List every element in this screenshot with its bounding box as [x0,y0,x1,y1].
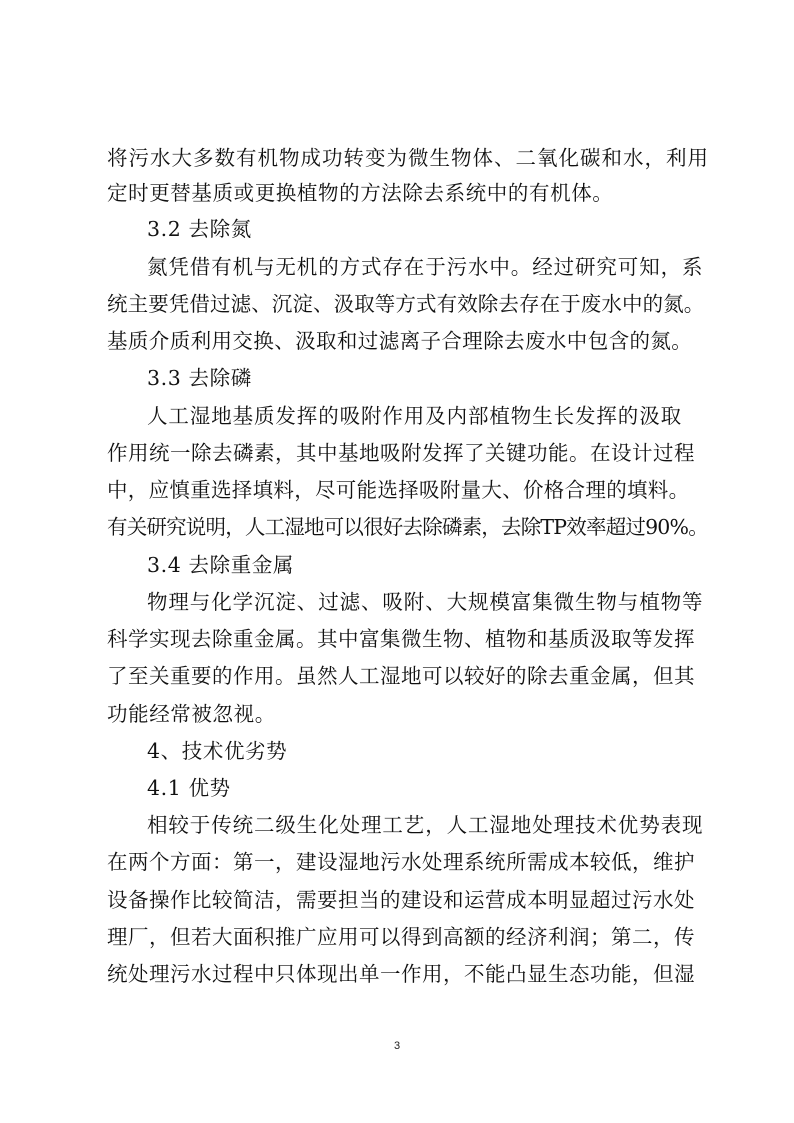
body-text-line: 基质介质利用交换、汲取和过滤离子合理除去废水中包含的氮。 [107,329,693,353]
body-text-line: 将污水大多数有机物成功转变为微生物体、二氧化碳和水，利用 [107,146,709,170]
body-text-line: 设备操作比较简洁，需要担当的建设和运营成本明显超过污水处 [107,888,695,912]
body-text-line: 中，应慎重选择填料，尽可能选择吸附量大、价格合理的填料。 [107,478,690,502]
body-text-line: 氮凭借有机与无机的方式存在于污水中。经过研究可知，系 [147,255,704,279]
body-text-line: 定时更替基质或更换植物的方法除去系统中的有机体。 [107,181,614,205]
body-text-line: 功能经常被忽视。 [107,702,276,726]
section-heading-3-4: 3.4 去除重金属 [147,553,295,577]
body-text-line: 在两个方面：第一，建设湿地污水处理系统所需成本较低，维护 [107,850,695,874]
body-text-line: 相较于传统二级生化处理工艺，人工湿地处理技术优势表现 [147,813,704,837]
body-text-line: 科学实现去除重金属。其中富集微生物、植物和基质汲取等发挥 [107,627,695,651]
body-text-line: 理厂，但若大面积推广应用可以得到高额的经济利润；第二，传 [107,925,695,949]
body-text-line: 作用统一除去磷素，其中基地吸附发挥了关键功能。在设计过程 [107,441,695,465]
section-heading-3-3: 3.3 去除磷 [147,366,252,390]
section-heading-3-2: 3.2 去除氮 [147,217,252,241]
section-heading-4-1: 4.1 优势 [147,776,231,800]
body-text-line: 人工湿地基质发挥的吸附作用及内部植物生长发挥的汲取 [147,404,682,428]
page-number: 3 [393,1040,401,1052]
section-heading-4: 4、技术优劣势 [147,739,288,763]
body-text-line: 统主要凭借过滤、沉淀、汲取等方式有效除去存在于废水中的氮。 [107,292,705,316]
body-text-line: 物理与化学沉淀、过滤、吸附、大规模富集微生物与植物等 [147,590,704,614]
body-text-line: 统处理污水过程中只体现出单一作用，不能凸显生态功能，但湿 [107,962,695,986]
body-text-line: 了至关重要的作用。虽然人工湿地可以较好的除去重金属，但其 [107,664,695,688]
body-text-line: 有关研究说明，人工湿地可以很好去除磷素，去除TP效率超过90%。 [107,515,708,539]
